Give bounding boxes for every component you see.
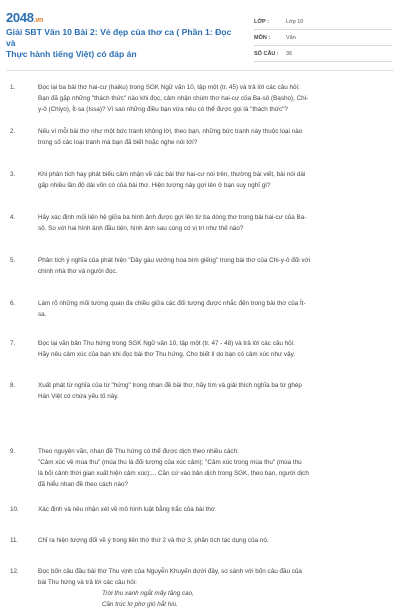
document-title-line: Giải SBT Văn 10 Bài 2: Vẻ đẹp của thơ ca ( Phần 1: Đọc và bbox=[6, 27, 232, 48]
question-text-line: là bối cảnh thời gian xuất hiện cảm xúc);... Căn cứ vào bản dịch trong SGK, theo bạn, người dịch bbox=[38, 470, 309, 477]
header-divider bbox=[6, 70, 394, 71]
question-text-line: gấp nhiều lần độ dài vốn có của bài thơ. Hiện tượng này gợi lên ở bạn suy nghĩ gì? bbox=[38, 182, 271, 189]
meta-value: Lớp 10 bbox=[286, 18, 304, 25]
question-text-line: y-ô (Chiyo), Ít-sa (Issa)? Vì sao những điều bạn vừa nêu có thể được gọi là "thách thức"? bbox=[38, 106, 288, 113]
question-text bbox=[38, 504, 390, 515]
poem-quote-line: Trời thu xanh ngắt mấy tầng cao, bbox=[102, 590, 194, 597]
question-number: 10. bbox=[10, 506, 19, 513]
question-text bbox=[38, 380, 390, 402]
question-text-line: Nếu ví mỗi bài thơ như một bức tranh không lời, theo bạn, những bức tranh này thuộc loại nào bbox=[38, 128, 303, 135]
question-number: 6. bbox=[10, 300, 16, 307]
question-number: 2. bbox=[10, 128, 16, 135]
question-text bbox=[38, 82, 390, 115]
question-text-line: Xuất phát từ nghĩa của từ "hứng" trong nhan đề bài thơ, hãy tìm và giải thích nghĩa ba từ ghép bbox=[38, 382, 302, 389]
meta-label: LỚP : bbox=[254, 18, 269, 25]
question-text-line: Hán Việt có chứa yếu tố này. bbox=[38, 393, 119, 400]
document-header bbox=[0, 0, 400, 66]
question-text-line: Bạn đã gặp những "thách thức" nào khi đọc, cảm nhận chùm thơ hai-cư của Ba-sô (Basho), Chi- bbox=[38, 95, 309, 102]
question-text-line: Phân tích ý nghĩa của phát hiện "Dây gàu vướng hoa bìm giếng" trong bài thơ của Chi-y-ô đối với bbox=[38, 257, 311, 264]
meta-value: 36 bbox=[286, 50, 293, 57]
question-number: 3. bbox=[10, 171, 16, 178]
question-text bbox=[38, 255, 390, 277]
question-text bbox=[38, 126, 390, 148]
question-number: 12. bbox=[10, 568, 19, 575]
document-title bbox=[6, 27, 236, 60]
question-text-line: Hãy xác định mối liên hệ giữa ba hình ảnh được gợi lên từ ba dòng thơ trong bài hai-cư của Ba- bbox=[38, 214, 307, 221]
question-number: 7. bbox=[10, 340, 16, 347]
question-text-line: Theo nguyên văn, nhan đề Thu hứng có thể được dịch theo nhiều cách: bbox=[38, 448, 239, 455]
question-text-line: sa. bbox=[38, 311, 47, 318]
meta-row-question-count bbox=[254, 46, 392, 62]
document-title-line: Thực hành tiếng Việt) có đáp án bbox=[6, 49, 137, 59]
question-text bbox=[38, 169, 390, 191]
question-text bbox=[38, 566, 390, 610]
question-text-line: Đọc lại văn bản Thu hứng trong SGK Ngữ văn 10, tập một (tr. 47 - 48) và trả lời các câu hỏi: bbox=[38, 340, 295, 347]
question-text bbox=[38, 446, 390, 490]
question-number: 9. bbox=[10, 448, 16, 455]
question-text bbox=[38, 212, 390, 234]
meta-label: SỐ CÂU : bbox=[254, 50, 279, 57]
question-text-line: đã hiểu nhan đề theo cách nào? bbox=[38, 481, 128, 488]
question-text-line: bài Thu hứng và trả lời các câu hỏi: bbox=[38, 579, 137, 586]
question-text bbox=[38, 298, 390, 320]
meta-value: Văn bbox=[286, 34, 296, 41]
document-meta-table bbox=[254, 14, 392, 62]
question-text-line: sô. So với hai hình ảnh đầu tiên, hình ảnh sau cùng có vị trí như thế nào? bbox=[38, 225, 244, 232]
question-number: 8. bbox=[10, 382, 16, 389]
question-number: 5. bbox=[10, 257, 16, 264]
logo-suffix: .vn bbox=[33, 17, 43, 24]
meta-label: MÔN : bbox=[254, 34, 271, 41]
question-text-line: chính nhà thơ và người đọc. bbox=[38, 268, 118, 275]
logo-main: 2048 bbox=[6, 10, 34, 25]
question-number: 11. bbox=[10, 537, 19, 544]
question-text-line: Xác định và nêu nhận xét về mô hình luật bằng trắc của bài thơ. bbox=[38, 506, 217, 513]
question-text-line: Khi phân tích hay phát biểu cảm nhận về các bài thơ hai-cư nói trên, thường bài viết, bài nói dài bbox=[38, 171, 306, 178]
poem-quote-line: Cần trúc lơ phơ gió hắt hiu. bbox=[102, 601, 178, 608]
question-text-line: "Cảm xúc về mùa thu" (mùa thu là đối tượng của xúc cảm); "Cảm xúc trong mùa thu" (mùa thu bbox=[38, 459, 302, 466]
question-text bbox=[38, 338, 390, 360]
question-text-line: trong số các loại tranh mà bạn đã biết hoặc nghe nói tới? bbox=[38, 139, 198, 146]
question-text-line: Chỉ ra hiện tượng đối về ý trong liên thơ thứ 2 và thứ 3, phân tích tác dụng của nó. bbox=[38, 537, 269, 544]
meta-row-subject bbox=[254, 30, 392, 46]
question-text-line: Hãy nêu cảm xúc của bạn khi đọc bài thơ Thu hứng. Cho biết lí do bạn có cảm xúc như vậy. bbox=[38, 351, 295, 358]
question-text bbox=[38, 535, 390, 546]
meta-row-class bbox=[254, 14, 392, 30]
question-number: 4. bbox=[10, 214, 16, 221]
question-number: 1. bbox=[10, 84, 16, 91]
site-logo[interactable] bbox=[6, 10, 43, 25]
question-text-line: Đọc bốn câu đầu bài thơ Thu vịnh của Nguyễn Khuyến dưới đây, so sánh với bốn câu đầu của bbox=[38, 568, 302, 575]
question-text-line: Làm rõ những mối tương quan đa chiều giữa các đối tượng được nhắc đến trong bài thơ của Ít- bbox=[38, 300, 306, 307]
question-text-line: Đọc lại ba bài thơ hai-cư (haiku) trong SGK Ngữ văn 10, tập một (tr. 45) và trả lời các câu hỏi: bbox=[38, 84, 300, 91]
